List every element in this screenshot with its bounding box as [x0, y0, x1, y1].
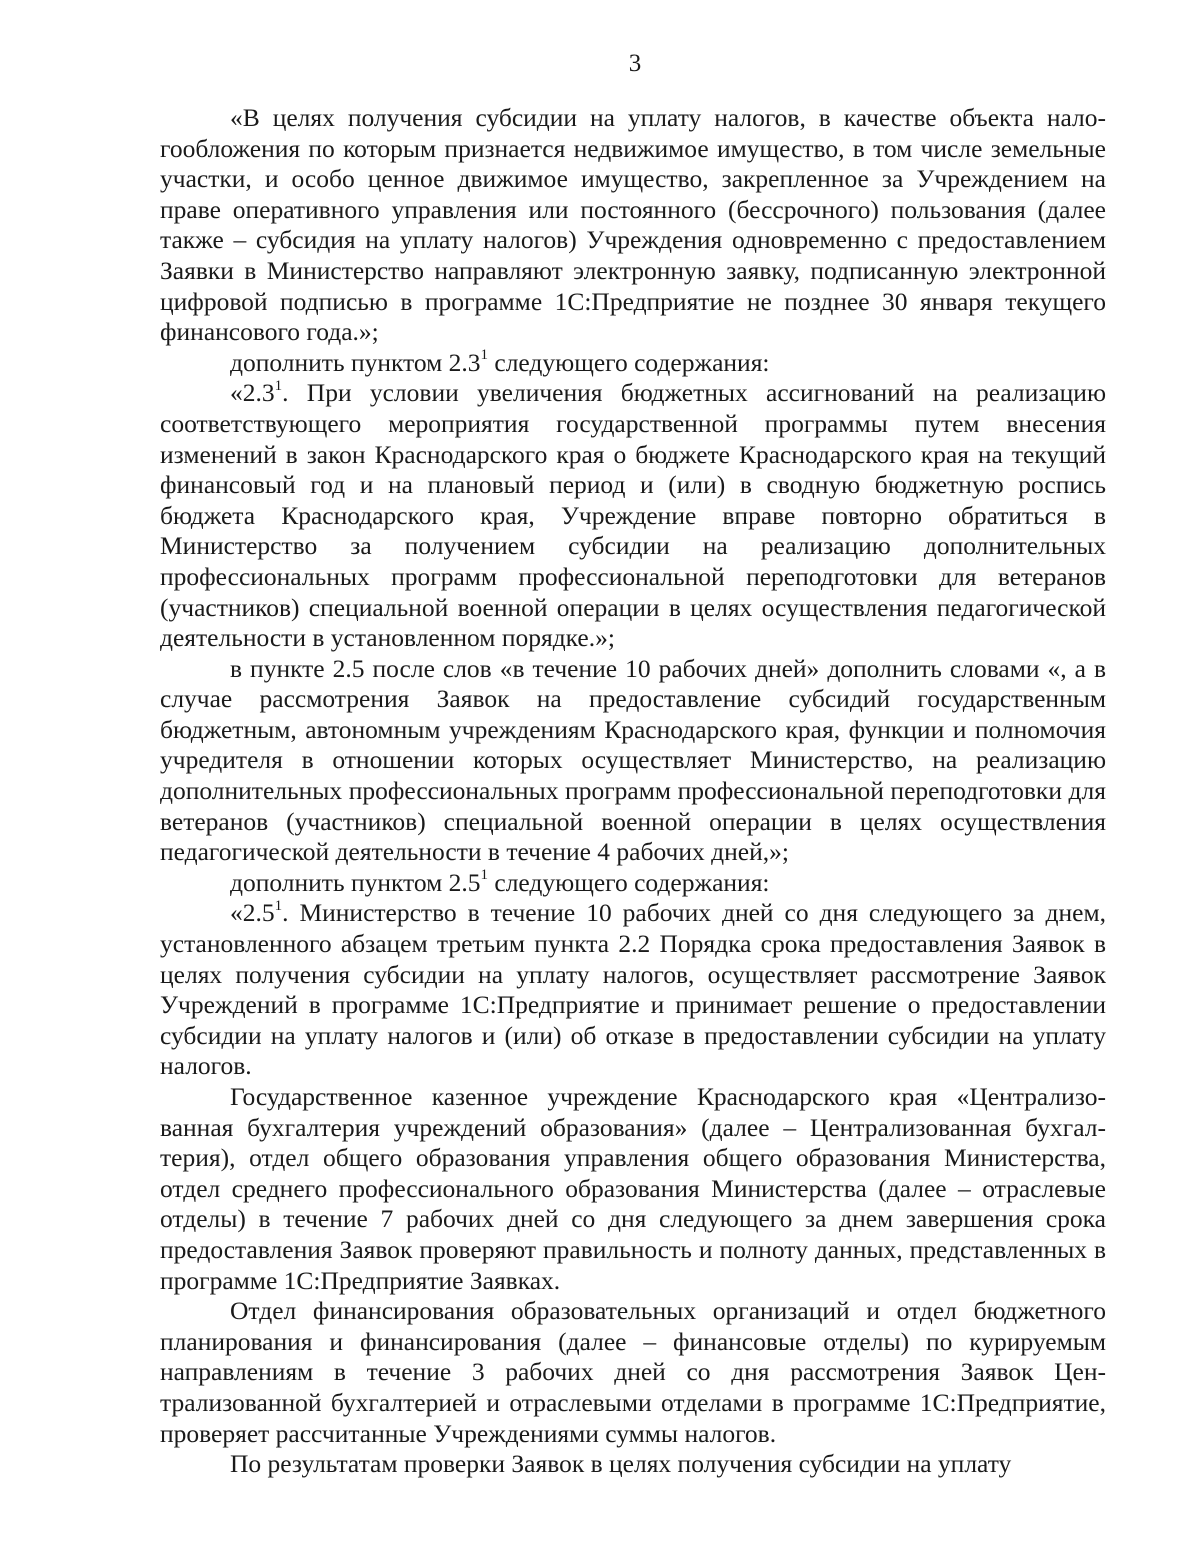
- paragraph-review-results: По результатам проверки Заявок в целях получения субсидии на уплату: [230, 1449, 1012, 1479]
- paragraph-text: «2.5: [230, 898, 275, 928]
- paragraph-clause-2-5-amendment: в пункте 2.5 после слов «в течение 10 рабочих дней» дополнить словами «, а в случае рассмотрения Заявок на предоставление субсидий государственным бюджетным, автономным учреждениям Краснодарского края, функции и полномочия учредителя в отношении которых осуществляет Министерство, на реализацию дополнительных профессиональных программ профессиональной переподготовки для ветеранов (участников) специальной военной операции в целях осуществления педагогической деятельности в течение 4 рабочих дней,»;: [160, 653, 1106, 867]
- page-number: 3: [628, 50, 642, 77]
- paragraph-text: следующего содержания:: [488, 347, 770, 377]
- document-body: [160, 103, 1106, 1480]
- superscript-index: 1: [274, 897, 283, 914]
- paragraph-financing-departments: Отдел финансирования образовательных организаций и отдел бюджетного планирования и финансирования (далее – финансовые отделы) по курируемым направлениям в течение 3 рабочих дней со дня рассмотрения Заявок Централизованной бухгалтерией и отраслевыми отделами в программе 1С:Предприятие, проверяет рассчитанные Учреждениями суммы налогов.: [160, 1296, 1106, 1448]
- paragraph-clause-2-3-1: [160, 378, 1106, 653]
- paragraph-text: дополнить пунктом 2.3: [230, 347, 481, 377]
- superscript-index: 1: [480, 347, 489, 364]
- paragraph-text: . Министерство в течение 10 рабочих дней со дня следующего за днем, установленного абзацем третьим пункта 2.2 Порядка срока предоставления Заявок в целях получения субсидии на уплату налогов, осуществляет рассмотрение Заявок Учреждений в программе 1С:Предприятие и принимает решение о предоставлении субсидии на уплату налогов и (или) об отказе в предоставлении субсидии на уплату налогов.: [160, 898, 1106, 1081]
- paragraph-text: дополнить пунктом 2.5: [230, 867, 481, 897]
- paragraph-add-clause-2-3-1: [160, 348, 1106, 379]
- paragraph-add-clause-2-5-1: [160, 868, 1106, 899]
- paragraph-clause-2-5-1: [160, 898, 1106, 1082]
- paragraph-centralized-accounting: Государственное казенное учреждение Краснодарского края «Централизованная бухгалтерия учреждений образования» (далее – Централизованная бухгалтерия), отдел общего образования управления общего образования Министерства, отдел среднего профессионального образования Министерства (далее – отраслевые отделы) в течение 7 рабочих дней со дня следующего за днем завершения срока предоставления Заявок проверяют правильность и полноту данных, представленных в программе 1С:Предприятие Заявках.: [160, 1082, 1106, 1295]
- paragraph-text: . При условии увеличения бюджетных ассигнований на реализацию соответствующего мероприятия государственной программы путем внесения изменений в закон Краснодарского края о бюджете Краснодарского края на текущий финансовый год и на плановый период и (или) в сводную бюджетную роспись бюджета Краснодарского края, Учреждение вправе повторно обратиться в Министерство за получением субсидии на реализацию дополнительных профессиональных программ профессиональной переподготовки для ветеранов (участников) специальной военной операции в целях осуществления педагогической деятельности в установленном порядке.»;: [160, 378, 1106, 653]
- superscript-index: 1: [480, 867, 489, 884]
- paragraph-text: следующего содержания:: [488, 867, 770, 897]
- paragraph-text: «2.3: [230, 378, 275, 408]
- paragraph-tax-subsidy-application: «В целях получения субсидии на уплату налогов, в качестве объекта налогообложения по которым признается недвижимое имущество, в том числе земельные участки, и особо ценное движимое имущество, закрепленное за Учреждением на праве оперативного управления или постоянного (бессрочного) пользования (далее также – субсидия на уплату налогов) Учреждения одновременно с предоставлением Заявки в Министерство направляют электронную заявку, подписанную электронной цифровой подписью в программе 1С:Предприятие не позднее 30 января текущего финансового года.»;: [160, 103, 1106, 347]
- superscript-index: 1: [274, 377, 283, 394]
